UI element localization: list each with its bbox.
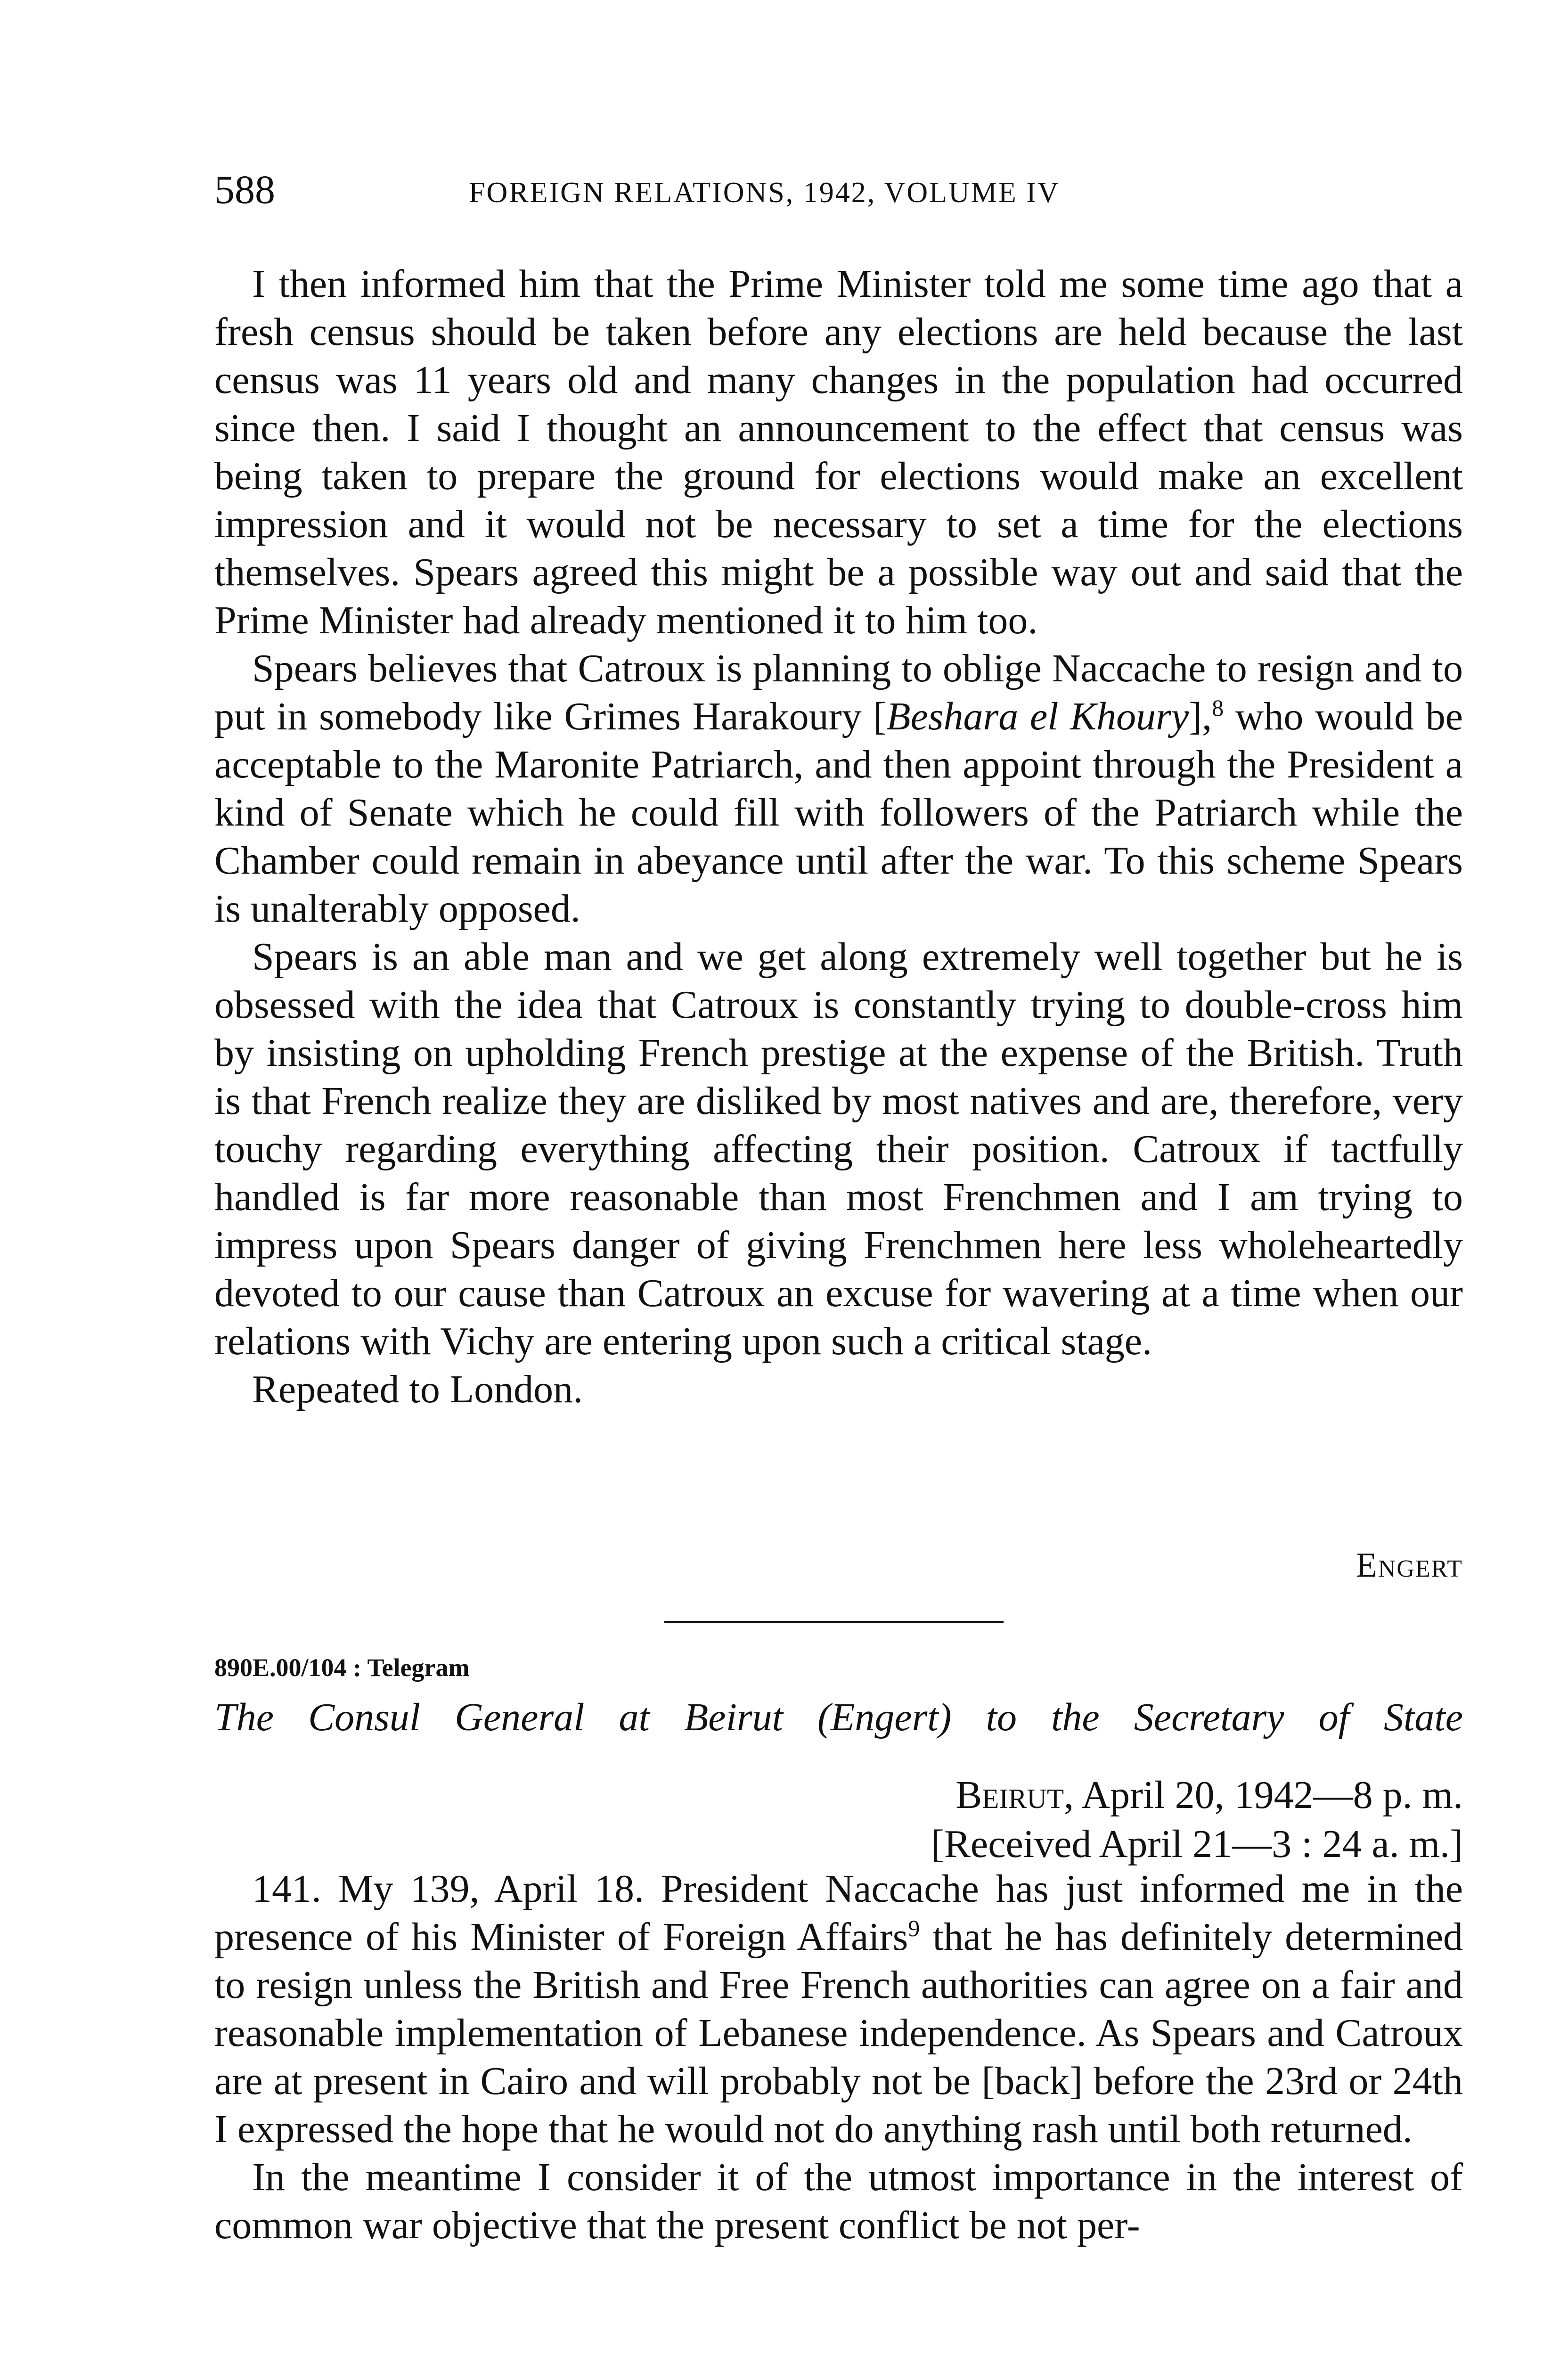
telegram-paragraph-1-part-a: 141. My 139, April 18. President Naccache has just informed me in the presence of his Minister of Foreign Affairs (214, 1867, 1463, 1959)
paragraph-3: Spears is an able man and we get along extremely well together but he is obsessed with the idea that Catroux is constantly trying to double-cross him by insisting on upholding French prestige at the expense of the British. Truth is that French realize they are disliked by most natives and are, therefore, very touchy regarding everything affecting their position. Catroux if tactfully handled is far more reasonable than most Frenchmen and I am trying to impress upon Spears danger of giving Frenchmen here less wholeheartedly devoted to our cause than Catroux an excuse for wavering at a time when our relations with Vichy are entering upon such a critical stage. (214, 935, 1463, 1363)
dateline-received: [Received April 21—3 : 24 a. m.] (931, 1822, 1463, 1866)
dateline-place: Beirut (956, 1773, 1064, 1817)
body-text-section-1 (214, 260, 1463, 1414)
telegram-paragraph-1 (214, 1865, 1463, 2153)
file-reference: 890E.00/104 : Telegram (214, 1653, 470, 1682)
paragraph-4: Repeated to London. (252, 1367, 583, 1411)
running-title: FOREIGN RELATIONS, 1942, VOLUME IV (469, 177, 1060, 209)
section-divider (664, 1621, 1004, 1623)
telegram-paragraph-2: In the meantime I consider it of the utmost importance in the interest of common war objective that the present conflict be not per- (214, 2155, 1463, 2247)
dateline-sent (931, 1771, 1463, 1820)
paragraph-2-part-a: Spears believes that Catroux is planning to oblige Naccache to resign and to put in somebody like Grimes Harakoury [ (214, 646, 1463, 738)
paragraph-1: I then informed him that the Prime Minister told me some time ago that a fresh census should be taken before any elections are held because the last census was 11 years old and many changes in the population had occurred since then. I said I thought an announcement to the effect that census was being taken to prepare the ground for elections would make an excellent impression and it would not be necessary to set a time for the elections themselves. Spears agreed this might be a possible way out and said that the Prime Minister had already mentioned it to him too. (214, 262, 1463, 642)
footnote-ref-9: 9 (908, 1915, 920, 1941)
telegram-paragraph-1-part-b: that he has definitely determined to resign unless the British and Free French authorities can agree on a fair and reasonable implementation of Lebanese independence. As Spears and Catroux are at present in Cairo and will probably not be [back] before the 23rd or 24th I expressed the hope that he would not do anything rash until both returned. (214, 1915, 1463, 2151)
paragraph-2-part-c: who would be acceptable to the Maronite Patriarch, and then appoint through the President a kind of Senate which he could fill with followers of the Patriarch while the Chamber could remain in abeyance until after the war. To this scheme Spears is unalterably opposed. (214, 695, 1463, 931)
paragraph-2 (214, 645, 1463, 933)
signature: Engert (1356, 1546, 1463, 1585)
body-text-section-2 (214, 1865, 1463, 2250)
paragraph-2-italic-name: Beshara el Khoury (886, 695, 1189, 738)
dateline-date: , April 20, 1942—8 p. m. (1063, 1773, 1463, 1817)
page-header (214, 166, 1463, 222)
document-title: The Consul General at Beirut (Engert) to the Secretary of State (214, 1695, 1463, 1739)
paragraph-2-part-b: ], (1189, 695, 1212, 738)
page-number: 588 (214, 167, 275, 212)
dateline (931, 1771, 1463, 1869)
footnote-ref-8: 8 (1212, 695, 1224, 721)
